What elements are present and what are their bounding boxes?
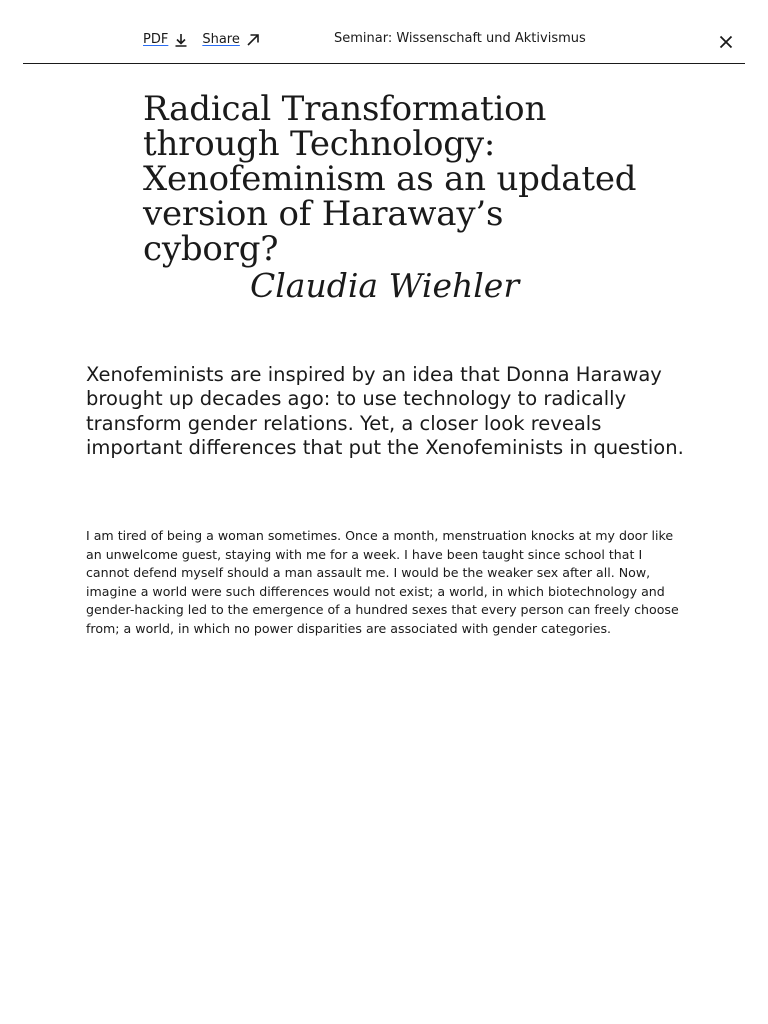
article-body-paragraph: I am tired of being a woman sometimes. Once a month, menstruation knocks at my door like an unwelcome guest, staying with me for a week. I have been taught since school that I cannot defend myself should a man assault me. I would be the weaker sex after all. Now, imagine a world were such differences would not exist; a world, in which biotechnology and gender-hacking led to the emergence of a hundred sexes that every person can freely choose from; a world, in which no power disparities are associated with gender categories. xyxy=(86,528,679,636)
close-button[interactable] xyxy=(717,33,735,51)
top-bar xyxy=(23,0,745,64)
article-actions xyxy=(143,32,274,47)
pdf-label: PDF xyxy=(143,32,169,47)
article-title: Radical Transformation through Technology: Xenofeminism as an updated version of Haraway’s cyborg? xyxy=(143,89,637,269)
share-link[interactable] xyxy=(202,32,260,47)
article-author: Claudia Wiehler xyxy=(250,266,520,305)
pdf-download-link[interactable] xyxy=(143,32,188,47)
arrow-up-right-icon xyxy=(246,33,260,47)
close-icon xyxy=(717,36,735,55)
seminar-title: Seminar: Wissenschaft und Aktivismus xyxy=(334,31,586,46)
article-lead: Xenofeminists are inspired by an idea that Donna Haraway brought up decades ago: to use technology to radically transform gender relations. Yet, a closer look reveals important differences that put the Xenofeminists in question. xyxy=(86,363,684,459)
download-icon xyxy=(174,33,188,47)
share-label: Share xyxy=(202,32,240,47)
